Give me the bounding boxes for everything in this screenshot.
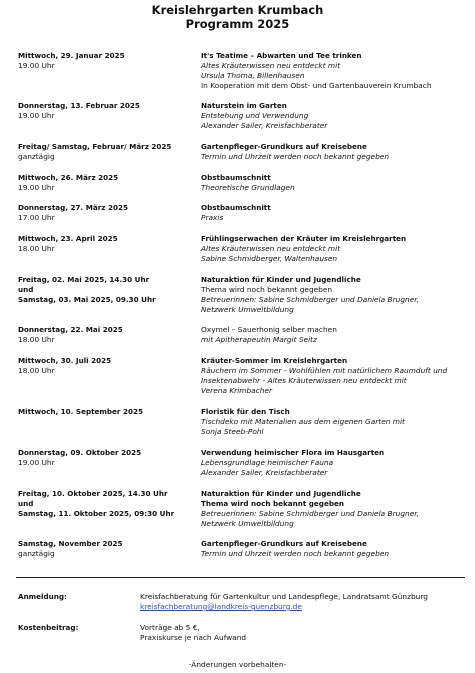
event-title: Obstbaumschnitt — [201, 203, 271, 212]
event-time: 19.00 Uhr — [18, 111, 55, 120]
event-date: Donnerstag, 09. Oktober 2025 — [18, 448, 142, 457]
event-detail: Netzwerk Umweltbildung — [201, 305, 294, 314]
event-detail: Alexander Sailer, Kreisfachberater — [201, 121, 328, 130]
event-title: Gartenpfleger-Grundkurs auf Kreisebene — [201, 142, 367, 151]
event-detail: Insektenabwehr - Altes Kräuterwissen neu entdeckt mit — [201, 376, 407, 385]
event-title: Kräuter-Sommer im Kreislehrgarten — [201, 356, 348, 365]
event-date: Mittwoch, 30. Juli 2025 — [18, 356, 112, 365]
event-title: Obstbaumschnitt — [201, 173, 271, 182]
event-time: 18.00 Uhr — [18, 366, 55, 375]
event-date: Samstag, 11. Oktober 2025, 09:30 Uhr — [18, 509, 175, 518]
event-time: 19.00 Uhr — [18, 183, 55, 192]
event-detail: Termin und Uhrzeit werden noch bekannt gegeben — [201, 152, 390, 161]
event-detail: Verena Krimbacher — [201, 386, 273, 395]
event-subtitle: Thema wird noch bekannt gegeben — [201, 499, 344, 508]
event-title: Oxymel – Sauerhonig selber machen — [201, 325, 337, 334]
event-date: Donnerstag, 22. Mai 2025 — [18, 325, 123, 334]
event-date: Mittwoch, 23. April 2025 — [18, 234, 118, 243]
event-detail: Alexander Sailer, Kreisfachberater — [201, 468, 328, 477]
event-date: Mittwoch, 26. März 2025 — [18, 173, 119, 182]
registration-email-link[interactable]: kreisfachberatung@landkreis-guenzburg.de — [140, 602, 302, 611]
event-detail: Tischdeko mit Materialien aus dem eigenen Garten mit — [201, 417, 405, 426]
event-detail: Termin und Uhrzeit werden noch bekannt gegeben — [201, 549, 390, 558]
event-title: Naturstein im Garten — [201, 101, 287, 110]
event-title: Verwendung heimischer Flora im Hausgarten — [201, 448, 385, 457]
event-detail: mit Apitherapeutin Margit Seitz — [201, 335, 317, 344]
event-detail: Ursula Thoma, Billenhausen — [201, 71, 305, 80]
event-extra: In Kooperation mit dem Obst- und Gartenbauverein Krumbach — [201, 81, 432, 90]
event-time: 18.00 Uhr — [18, 335, 55, 344]
title-line-1: Kreislehrgarten Krumbach — [151, 3, 324, 17]
event-title: Frühlingserwachen der Kräuter im Kreislehrgarten — [201, 234, 407, 243]
event-date: Samstag, November 2025 — [18, 539, 123, 548]
event-title: It's Teatime – Abwarten und Tee trinken — [201, 51, 362, 60]
event-date: Freitag, 02. Mai 2025, 14.30 Uhr — [18, 275, 150, 284]
fee-line: Vorträge ab 5 €, — [140, 623, 200, 632]
title-line-2: Programm 2025 — [185, 17, 290, 31]
registration-label: Anmeldung: — [18, 592, 67, 601]
event-date: Mittwoch, 29. Januar 2025 — [18, 51, 125, 60]
event-title: Gartenpfleger-Grundkurs auf Kreisebene — [201, 539, 367, 548]
event-detail: Sabine Schmidberger, Waltenhausen — [201, 254, 338, 263]
event-date: Donnerstag, 13. Februar 2025 — [18, 101, 140, 110]
event-time: 17.00 Uhr — [18, 213, 55, 222]
event-detail: Praxis — [201, 213, 224, 222]
event-date-connector: und — [18, 499, 34, 508]
event-date-connector: und — [18, 285, 34, 294]
event-detail: Altes Kräuterwissen neu entdeckt mit — [201, 61, 341, 70]
event-detail: Betreuerinnen: Sabine Schmidberger und Daniela Brugner, — [201, 509, 419, 518]
event-subtitle: Thema wird noch bekannt gegeben — [201, 285, 333, 294]
event-date: Mittwoch, 10. September 2025 — [18, 407, 143, 416]
event-date: Samstag, 03. Mai 2025, 09.30 Uhr — [18, 295, 156, 304]
event-title: Floristik für den Tisch — [201, 407, 290, 416]
event-detail: Altes Kräuterwissen neu entdeckt mit — [201, 244, 341, 253]
event-time: ganztägig — [18, 549, 55, 558]
event-time: 19.00 Uhr — [18, 458, 55, 467]
changes-note: -Änderungen vorbehalten- — [188, 660, 287, 669]
divider — [16, 577, 465, 578]
event-time: 19.00 Uhr — [18, 61, 55, 70]
event-title: Naturaktion für Kinder und Jugendliche — [201, 275, 361, 284]
event-detail: Entstehung und Verwendung — [201, 111, 309, 120]
event-detail: Netzwerk Umweltbildung — [201, 519, 294, 528]
event-date: Freitag/ Samstag, Februar/ März 2025 — [18, 142, 172, 151]
event-time: 18.00 Uhr — [18, 244, 55, 253]
fee-line: Praxiskurse je nach Aufwand — [140, 633, 247, 642]
fee-label: Kostenbeitrag: — [18, 623, 79, 632]
registration-text: Kreisfachberatung für Gartenkultur und Landespflege, Landratsamt Günzburg — [140, 592, 428, 601]
event-date: Donnerstag, 27. März 2025 — [18, 203, 128, 212]
event-time: ganztägig — [18, 152, 55, 161]
event-date: Freitag, 10. Oktober 2025, 14.30 Uhr — [18, 489, 168, 498]
event-detail: Räuchern im Sommer - Wohlfühlen mit natürlichem Raumduft und — [201, 366, 448, 375]
event-detail: Sonja Steeb-Pohl — [201, 427, 264, 436]
event-title: Naturaktion für Kinder und Jugendliche — [201, 489, 361, 498]
event-detail: Betreuerinnen: Sabine Schmidberger und Daniela Brugner, — [201, 295, 419, 304]
event-detail: Theoretische Grundlagen — [201, 183, 295, 192]
page-title — [0, 3, 475, 31]
event-detail: Lebensgrundlage heimischer Fauna — [201, 458, 334, 467]
